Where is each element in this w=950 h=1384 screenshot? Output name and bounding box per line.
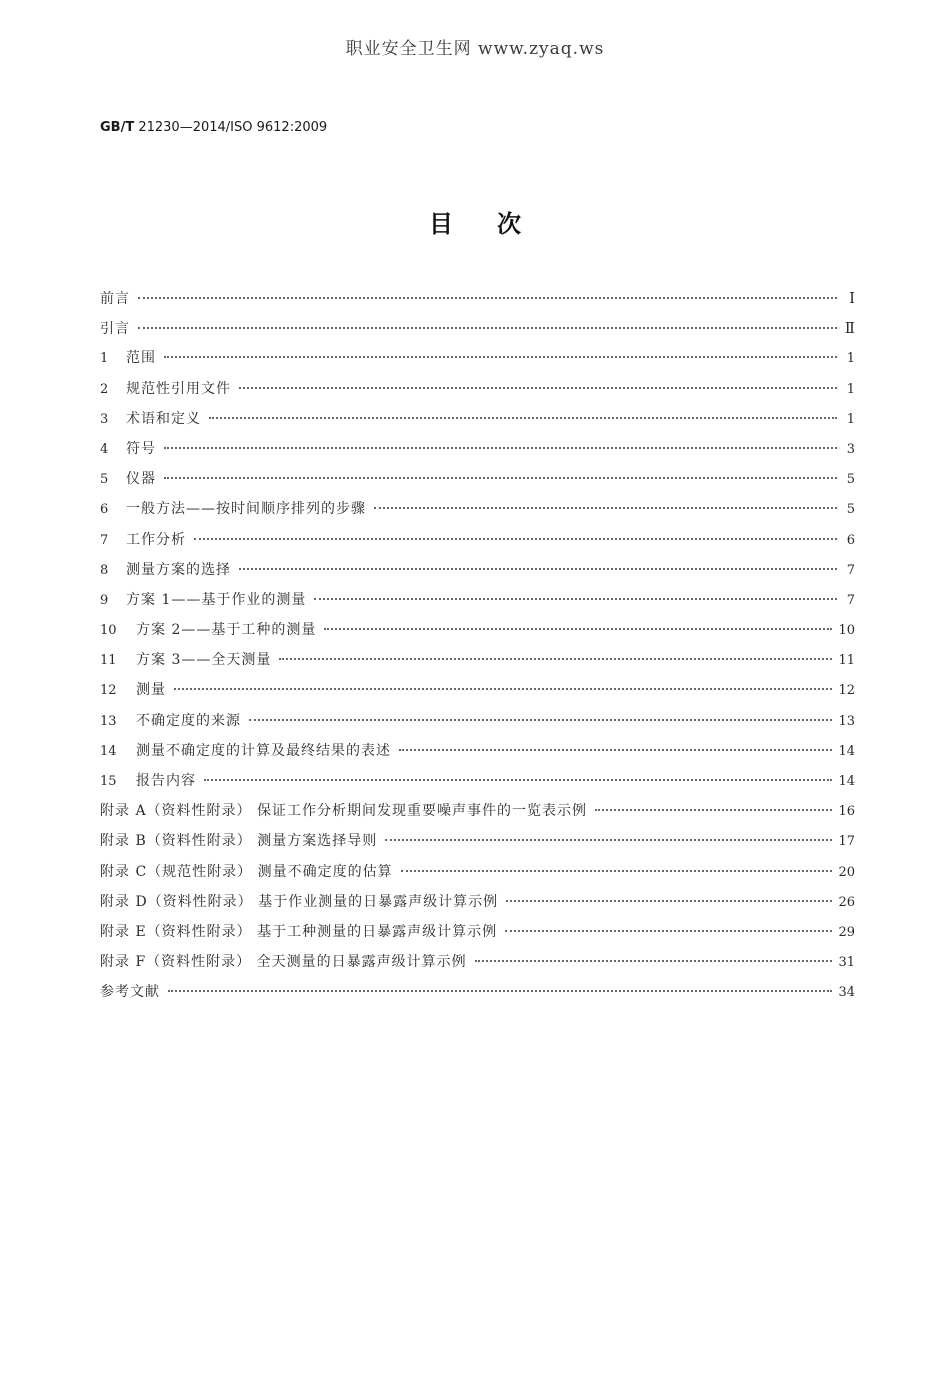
- toc-entry-page: 13: [838, 713, 855, 729]
- dot-leader: [279, 658, 832, 660]
- toc-entry-page: 14: [838, 774, 855, 789]
- toc-entry-page: 7: [846, 592, 855, 608]
- toc-entry-number: 10: [100, 623, 117, 639]
- toc-entry-number: 13: [100, 713, 117, 729]
- toc-entry-annex-a[interactable]: [100, 796, 855, 826]
- dot-leader: [385, 839, 832, 841]
- dot-leader: [324, 628, 832, 630]
- toc-entry-14[interactable]: [100, 736, 855, 766]
- toc-entry-3[interactable]: [100, 404, 855, 434]
- toc-entry-annex-b[interactable]: [100, 826, 855, 856]
- dot-leader: [249, 719, 832, 721]
- dot-leader: [401, 870, 833, 872]
- dot-leader: [174, 688, 832, 690]
- toc-entry-number: 1: [100, 351, 109, 367]
- toc-entry-number: 11: [100, 653, 117, 669]
- toc-entry-label: 方案 1——基于作业的测量: [126, 591, 307, 608]
- toc-entry-label: 方案 2——基于工种的测量: [136, 622, 317, 639]
- dot-leader: [138, 327, 837, 329]
- toc-entry-label: 附录 F（资料性附录） 全天测量的日暴露声级计算示例: [100, 954, 467, 971]
- toc-entry-label: 附录 E（资料性附录） 基于工种测量的日暴露声级计算示例: [100, 923, 498, 940]
- toc-entry-page: 10: [838, 623, 855, 639]
- toc-entry-label: 报告内容: [136, 773, 196, 789]
- toc-entry-label: 测量方案的选择: [126, 561, 231, 578]
- toc-entry-label: 附录 B（资料性附录） 测量方案选择导则: [100, 833, 378, 850]
- toc-entry-page: 5: [846, 472, 855, 488]
- toc-entry-number: 7: [100, 532, 109, 548]
- dot-leader: [374, 507, 837, 509]
- dot-leader: [399, 749, 832, 751]
- toc-entry-label: 参考文献: [100, 984, 160, 1001]
- dot-leader: [475, 960, 833, 962]
- toc-entry-label: 范围: [126, 350, 156, 367]
- toc-entry-10[interactable]: [100, 615, 855, 645]
- toc-entry-label: 方案 3——全天测量: [136, 652, 272, 669]
- toc-entry-introduction[interactable]: [100, 313, 855, 343]
- toc-entry-label: 附录 A（资料性附录） 保证工作分析期间发现重要噪声事件的一览表示例: [100, 803, 588, 820]
- toc-entry-page: Ⅱ: [844, 319, 855, 338]
- toc-entry-page: 3: [846, 441, 855, 457]
- toc-entry-15[interactable]: [100, 766, 855, 796]
- toc-entry-label: 规范性引用文件: [126, 380, 231, 397]
- toc-entry-bibliography[interactable]: [100, 977, 855, 1007]
- toc-entry-number: 5: [100, 472, 109, 488]
- dot-leader: [239, 387, 837, 389]
- toc-entry-number: 8: [100, 562, 109, 578]
- dot-leader: [164, 477, 837, 479]
- toc-entry-page: 16: [838, 804, 855, 820]
- toc-entry-8[interactable]: [100, 555, 855, 585]
- toc-entry-number: 2: [100, 381, 109, 397]
- toc-entry-label: 附录 C（规范性附录） 测量不确定度的估算: [100, 863, 393, 880]
- toc-entry-2[interactable]: [100, 374, 855, 404]
- toc-entry-annex-e[interactable]: [100, 917, 855, 947]
- toc-entry-label: 测量不确定度的计算及最终结果的表述: [136, 742, 391, 759]
- table-of-contents: [100, 283, 855, 1008]
- toc-title: 目次: [429, 210, 565, 238]
- toc-entry-label: 符号: [126, 440, 156, 457]
- toc-entry-page: 12: [838, 683, 855, 699]
- dot-leader: [164, 356, 837, 358]
- toc-entry-5[interactable]: [100, 464, 855, 494]
- dot-leader: [595, 809, 832, 811]
- toc-entry-annex-f[interactable]: [100, 947, 855, 977]
- toc-entry-6[interactable]: [100, 494, 855, 524]
- toc-entry-page: 34: [838, 985, 855, 1001]
- toc-entry-label: 前言: [100, 291, 130, 307]
- dot-leader: [314, 598, 837, 600]
- toc-entry-page: 1: [846, 351, 855, 367]
- dot-leader: [138, 297, 837, 299]
- toc-entry-number: 9: [100, 592, 109, 608]
- toc-entry-9[interactable]: [100, 585, 855, 615]
- standard-code-number: 21230—2014/ISO 9612:2009: [134, 120, 328, 135]
- toc-entry-label: 工作分析: [126, 531, 186, 548]
- toc-entry-label: 一般方法——按时间顺序排列的步骤: [126, 501, 366, 518]
- standard-code: [100, 120, 327, 135]
- dot-leader: [164, 447, 837, 449]
- toc-entry-1[interactable]: [100, 343, 855, 373]
- toc-entry-page: 7: [846, 562, 855, 578]
- toc-entry-preface[interactable]: [100, 283, 855, 313]
- standard-code-prefix: GB/T: [100, 120, 135, 135]
- toc-entry-page: 31: [838, 955, 855, 971]
- toc-entry-annex-d[interactable]: [100, 887, 855, 917]
- dot-leader: [505, 930, 832, 932]
- toc-entry-label: 术语和定义: [126, 410, 201, 427]
- toc-entry-number: 12: [100, 683, 117, 699]
- toc-entry-label: 附录 D（资料性附录） 基于作业测量的日暴露声级计算示例: [100, 893, 499, 910]
- dot-leader: [239, 568, 837, 570]
- toc-entry-label: 引言: [100, 321, 130, 338]
- toc-entry-page: 17: [838, 834, 855, 850]
- toc-entry-page: 5: [846, 502, 855, 518]
- toc-entry-number: 3: [100, 411, 109, 427]
- toc-entry-annex-c[interactable]: [100, 857, 855, 887]
- toc-entry-number: 15: [100, 774, 117, 789]
- toc-entry-page: 20: [838, 864, 855, 880]
- toc-entry-page: 11: [838, 653, 855, 669]
- dot-leader: [506, 900, 832, 902]
- toc-entry-number: 4: [100, 441, 109, 457]
- dot-leader: [209, 417, 837, 419]
- dot-leader: [204, 779, 832, 781]
- toc-entry-label: 不确定度的来源: [136, 712, 241, 729]
- toc-entry-page: 1: [846, 411, 855, 427]
- toc-entry-page: 1: [846, 381, 855, 397]
- dot-leader: [168, 990, 832, 992]
- watermark-header: 职业安全卫生网 www.zyaq.ws: [345, 39, 605, 59]
- toc-entry-label: 仪器: [126, 471, 156, 488]
- toc-entry-12[interactable]: [100, 675, 855, 705]
- toc-entry-page: 6: [846, 532, 855, 548]
- toc-entry-13[interactable]: [100, 706, 855, 736]
- toc-entry-number: 6: [100, 502, 109, 518]
- toc-entry-4[interactable]: [100, 434, 855, 464]
- toc-entry-page: 26: [838, 894, 855, 910]
- toc-entry-page: 14: [838, 743, 855, 759]
- toc-entry-11[interactable]: [100, 645, 855, 675]
- toc-entry-label: 测量: [136, 682, 166, 699]
- dot-leader: [194, 538, 837, 540]
- toc-entry-page: 29: [838, 924, 855, 940]
- toc-entry-number: 14: [100, 743, 117, 759]
- toc-entry-7[interactable]: [100, 525, 855, 555]
- toc-entry-page: Ⅰ: [849, 289, 855, 307]
